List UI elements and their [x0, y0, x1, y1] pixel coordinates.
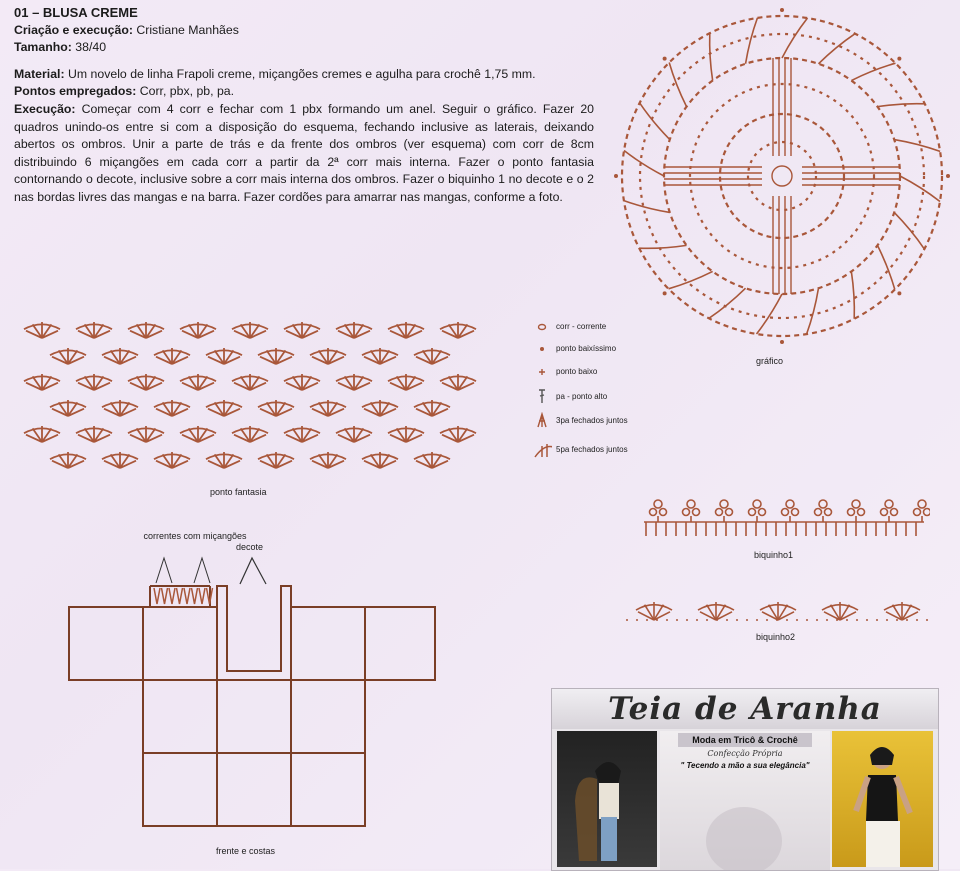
size-line	[14, 39, 594, 57]
frente-costas-caption: frente e costas	[216, 846, 276, 856]
material-paragraph	[14, 66, 594, 84]
legend-item	[532, 412, 628, 428]
size-label: Tamanho:	[14, 40, 72, 55]
size-value: 38/40	[71, 40, 107, 55]
legend-item	[532, 388, 607, 404]
biquinho1-chart	[640, 492, 930, 546]
legend-item	[532, 440, 628, 458]
ponto-fantasia-chart	[14, 318, 484, 478]
motif-chart	[612, 4, 952, 349]
ad-own: Confecção Própria	[707, 749, 783, 758]
chain-icon	[532, 323, 552, 331]
advertisement	[551, 688, 939, 871]
legend-item	[532, 367, 597, 376]
ad-photo-left	[557, 731, 657, 867]
ad-slogan: " Tecendo a mão a sua elegância"	[680, 761, 810, 770]
biquinho2-chart	[622, 596, 942, 624]
ad-brand: Teia de Aranha	[608, 691, 882, 727]
slip-stitch-icon	[532, 346, 552, 352]
assembly-diagram	[60, 528, 450, 833]
single-crochet-icon	[532, 368, 552, 376]
cluster-5-icon	[532, 440, 552, 458]
cluster-3-icon	[532, 412, 552, 428]
double-crochet-icon	[532, 388, 552, 404]
stitches-paragraph	[14, 83, 594, 101]
instructions-text	[14, 4, 594, 207]
material-label: Material:	[14, 66, 65, 81]
correntes-caption: correntes com miçangões	[143, 531, 247, 541]
legend-label: pa - ponto alto	[556, 391, 608, 401]
biquinho2-caption: biquinho2	[756, 632, 796, 642]
legend-label: 5pa fechados juntos	[556, 444, 628, 454]
decote-caption: decote	[236, 542, 264, 552]
legend-label: ponto baixo	[556, 367, 598, 376]
grafico-caption: gráfico	[756, 356, 784, 366]
ad-header	[552, 689, 938, 729]
stitches-label: Pontos empregados:	[14, 84, 137, 99]
execution-paragraph	[14, 101, 594, 207]
execution-label: Execução:	[14, 101, 76, 116]
stitches-text: Corr, pbx, pb, pa.	[136, 84, 235, 99]
biquinho1-caption: biquinho1	[754, 550, 794, 560]
material-text: Um novelo de linha Frapoli creme, miçangões cremes e agulha para crochê 1,75 mm.	[64, 66, 536, 81]
execution-text: Começar com 4 corr e fechar com 1 pbx formando um anel. Seguir o gráfico. Fazer 20 quadros unindo-os entre si com a disposição do esquema, fechando inclusive as laterais, deixando abertos os ombros. Unir a parte de trás e da frente dos ombros (ver esquema) com corr de 8cm distribuindo 6 miçangões em cada corr a partir da 2ª corr mais interna. Fazer o ponto fantasia contornando o decote, inclusive sobre a corr mais interna dos ombros. Fazer o biquinho 1 no decote e o 2 nas bordas livres das mangas e na barra. Fazer cordões para amarrar nas mangas, conforme a foto.	[14, 101, 594, 204]
legend-label: corr - corrente	[556, 322, 607, 331]
ponto-fantasia-caption: ponto fantasia	[210, 487, 267, 497]
legend-label: ponto baixíssimo	[556, 344, 617, 353]
creation-value: Cristiane Manhães	[132, 22, 239, 37]
legend-label: 3pa fechados juntos	[556, 415, 628, 425]
legend-item	[532, 322, 606, 331]
creation-label: Criação e execução:	[14, 22, 133, 37]
legend-item	[532, 344, 616, 353]
creation-line	[14, 22, 594, 40]
pattern-title: 01 – BLUSA CREME	[14, 5, 138, 20]
ad-subtitle: Moda em Tricô & Crochê	[678, 733, 812, 747]
ad-photo-right	[832, 731, 933, 867]
